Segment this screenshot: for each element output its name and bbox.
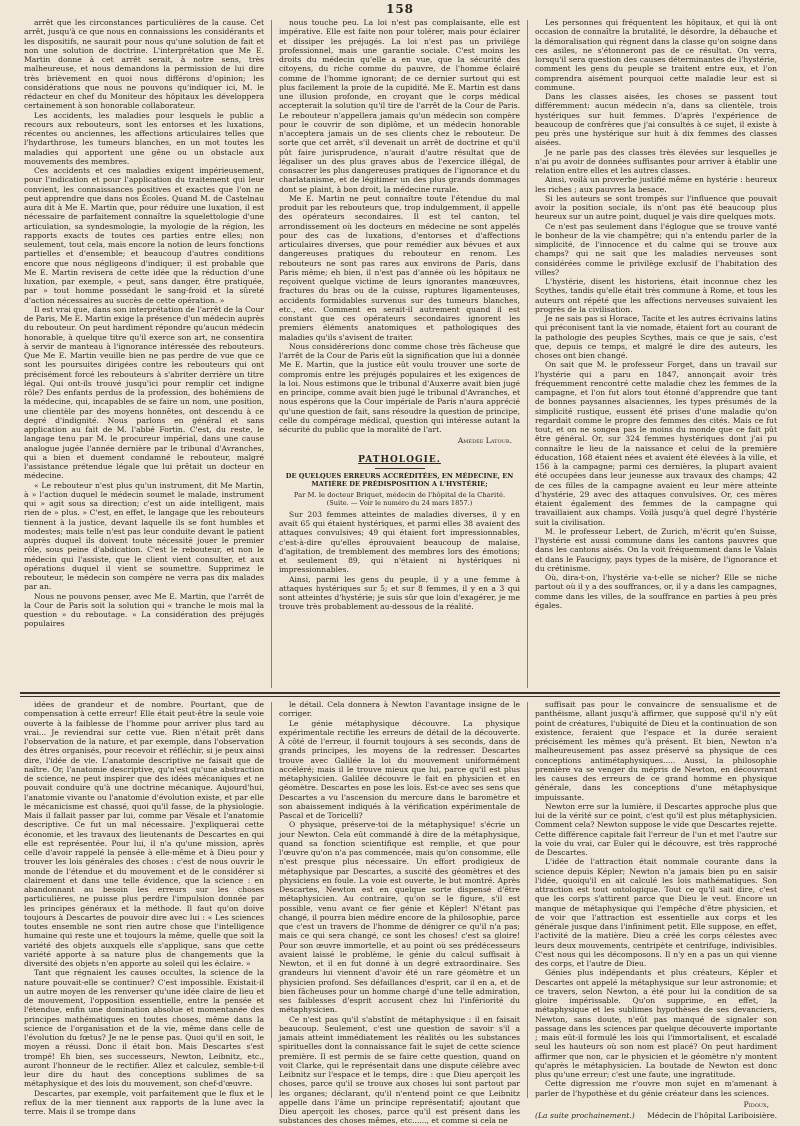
paragraph: Les accidents, les maladies pour lesquels le public a recours aux rebouteurs, sont les entorses et les luxations, récentes ou anciennes, les affections articulaires telles que l'hydarthrose, les tumeurs blanches, en un mot toutes les maladies qui apportent une gêne ou un obstacle aux mouvements des membres.	[24, 110, 264, 166]
lower-column-3	[535, 700, 777, 1120]
paragraph: Ces accidents et ces maladies exigent impérieusement, pour l'indication et pour l'application du traitement qui leur convient, les connaissances positives et exactes que l'on ne peut apprendre que dans nos Écoles. Quand M. de Castelnau aura dit à Me E. Martin que, pour réduire une luxation, il est nécessaire de parfaitement connaître la squelettologie d'une articulation, sa syndesmologie, la myologie de la région, les rapports exacts de toutes ces parties entre elles; non seulement, tout cela, mais encore la notion de leurs fonctions partielles et d'ensemble; et beaucoup d'autres conditions encore que nous négligeons d'indiquer; il est probable que Me E. Martin revisera de cette idée que la réduction d'une luxation, par exemple, « peut, sans danger, être pratiquée, par » tout homme possédant le sang-froid et la sûreté d'action nécessaires au succès de cette opération. »	[24, 166, 264, 305]
paragraph: Tant que régnaient les causes occultes, la science de la nature pouvait-elle se continuer? C'est impossible. Existait-il un autre moyen de les renverser qu'une idée claire de lieu et de mouvement, l'opposition essentielle, entre la pensée et l'étendue, enfin une domination absolue et momentanée des principes mathématiques en toutes choses, même dans la science de l'organisation et de la vie, même dans celle de l'évolution du fœtus? Je ne le pense pas. Quoi qu'il en soit, le moyen a réussi. Donc il était bon. Mais Descartes s'est trompé! Eh bien, ses successeurs, Newton, Leibnitz, etc., auront l'honneur de le rectifier. Allez et calculez, semble-t-il leur dire du haut des conceptions sublimes de sa métaphysique et des lois du mouvement, son chef-d'œuvre.	[24, 968, 264, 1089]
paragraph: arrêt que les circonstances particulières de la cause. Cet arrêt, jusqu'à ce que nous en connaissions les considérants et les dispositifs, ne saurait pour nous qu'une solution de fait et non une solution de doctrine. L'interprétation que Me E. Martin donne à cet arrêt serait, à notre sens, très malheureuse, et nous demandons la permission de lui dire très brièvement en quoi nous différons d'opinion; les considérations que nous ne pouvons qu'indiquer ici, M. le rédacteur en chef du Moniteur des hôpitaux les développera certainement à son honorable collaborateur.	[24, 18, 264, 111]
upper-column-2	[279, 18, 520, 690]
column-divider	[271, 702, 272, 1098]
paragraph: Ce n'est pas qu'il s'abstînt de métaphysique : il en faisait beaucoup. Seulement, c'est une question de savoir s'il a jamais atteint immédiatement les réalités ou les substances spirituelles dont la connaissance fait le sujet de cette science première. Il est permis de se faire cette question, quand on voit Clarke, qui le représentait dans une dispute célèbre avec Leibnitz sur l'espace et le temps, dire : que Dieu aperçoit les choses, parce qu'il se trouve aux choses lui sont partout par les organes; déclarant, qu'il n'entend point ce que Leibnitz appelle dans l'âme un principe représentatif; ajoutant que Dieu aperçoit les choses, parce qu'il est présent dans les substances des choses mêmes, etc......, et comme si cela ne	[279, 1014, 520, 1126]
paragraph: Nous ne pouvons penser, avec Me E. Martin, que l'arrêt de la Cour de Paris soit la solution qui « tranche le mois mal la question » du reboutage. » La considération des préjugés populaires	[24, 591, 264, 629]
paragraph: Newton erre sur la lumière, il Descartes approche plus que lui de la vérité sur ce point, c'est qu'il est plus métaphysicien. Comment cela? Newton suppose le vide que Descartes rejette. Cette différence capitale fait l'erreur de l'un et met l'autre sur la voie du vrai, car Euler qui le découvre, est très rapproché de Descartes.	[535, 801, 777, 857]
paragraph: suffisait pas pour le convaincre de sensualisme et de panthéisme, allant jusqu'à affirmer, que supposé qu'il n'y eût point de créatures, l'ubiquité de Dieu et la continuation de son existence, feraient que l'espace et la durée seraient précisément les mêmes qu'à présent. Et bien, Newton n'a malheureusement pas assez préservé sa physique de ces conceptions antimétaphysiques..... Aussi, la philosophie première va se venger du mépris de Newton, en découvrant les causes des erreurs de ce grand homme en physique générale, dans les conceptions d'une métaphysique impuissante.	[535, 700, 777, 802]
paragraph: Si les auteurs se sont trompés sur l'influence que pouvait avoir la position sociale, ils n'ont pas été beaucoup plus heureux sur un autre point, duquel je vais dire quelques mots.	[535, 193, 777, 222]
column-divider	[527, 20, 528, 688]
paragraph: Je ne parle pas des classes très élevées sur lesquelles je n'ai pu avoir de données suffisantes pour arriver à établir une relation entre elles et les autres classes.	[535, 147, 777, 175]
paragraph: L'idée de l'attraction était nommale courante dans la science depuis Képler; Newton n'a jamais bien pu en saisir l'idée, quoiqu'il en ait calculé les lois mathématiques. Son attraction est tout ontologique. Tout ce qu'il sait dire, c'est que les corps s'attirent parce que Dieu le veut. Encore un manque de métaphysique qui l'empêche d'être physicien, et de voir que l'attraction est essentielle aux corps et les générale jusque dans l'infiniment petit. Elle suppose, en effet, l'activité de la matière. Dieu a créé les corps célestes avec leurs deux mouvements, centripète et centrifuge, indivisibles. C'est nous qui les décomposons. Il n'y en a pas un qui vienne des corps, et l'autre de Dieu.	[535, 857, 777, 968]
column-divider	[527, 702, 528, 1098]
paragraph: Cette digression me r'ouvre mon sujet en m'amenant à parler de l'hypothèse et du génie créateur dans les sciences.	[535, 1079, 777, 1098]
paragraph: Le génie métaphysique découvre. La physique expérimentale rectifie les erreurs de détail de la découverte. À côté de l'erreur, il fournit toujours à ses seconds, dans de grands principes, les moyens de la redresser. Descartes trouve avec Galilée la loi du mouvement uniformément accéléré; mais il le trouve mieux que lui, parce qu'il est plus métaphysicien. Galilée découvre le fait en physicien et en géomètre. Descartes en pose les lois. Est-ce avec ses sens que Descartes a vu l'ascension du mercure dans le baromètre et son abaissement indiqués à la vérification expérimentale de Pascal et de Toricelli?	[279, 718, 520, 820]
paragraph: Les personnes qui fréquentent les hôpitaux, et qui là ont occasion de connaître la brutalité, le désordre, la débauche et la démoralisation qui règnent dans la classe qu'on soigne dans ces asiles, ne s'étonneront pas de ce résultat. On verra, lorsqu'il sera question des causes déterminantes de l'hystérie, comment les gens du peuple se traitent entre eux, et l'on comprendra aisément pourquoi cette maladie leur est si commune.	[535, 18, 777, 92]
author-signature: Pidoux,	[743, 1099, 769, 1109]
section-heading: PATHOLOGIE.	[358, 454, 441, 465]
section-rule	[375, 468, 425, 469]
paragraph: On sait que M. le professeur Forget, dans un travail sur l'hystérie qui a paru en 1847, annonçait avoir très fréquemment rencontré cette maladie chez les femmes de la campagne, et l'on fut alors tout étonné d'apprendre que tant de bonnes paysannes alsaciennes, les types présumés de la simplicité rustique, eussent été prises d'une maladie qu'on regardait comme le propre des femmes des cités. Mais ce fut tout, et on ne songea pas le moins du monde que ce fait pût être général. Or, sur 324 femmes hystériques dont j'ai pu connaître le lieu de la naissance et celui de la première éducation, 168 étaient nées et avaient été élevées à la ville, et 156 à la campagne; parmi ces dernières, la plupart avaient été occupées dans leur jeunesse aux travaux des champs; 42 de ces filles de la campagne avaient eu leur mère atteinte d'hystérie, 29 avec des attaques convulsives. Or, ces mères étaient également des femmes de la campagne qui travaillaient aux champs. Voilà jusqu'à quel degré l'hystérie suit la civilisation.	[535, 360, 777, 527]
paragraph: Où, dira-t-on, l'hystérie va-t-elle se nicher? Elle se niche partout où il y a des souffrances, or, il y a dans les campagnes, comme dans les villes, de la souffrance en parties à peu près égales.	[535, 573, 777, 610]
paragraph: le détail. Cela donnera à Newton l'avantage insigne de le corriger.	[279, 700, 520, 719]
author-affiliation: Médecin de l'hôpital Lariboisière.	[647, 1111, 777, 1120]
paragraph: nous touche peu. La loi n'est pas complaisante, elle est impérative. Elle est faite non pour tolérer, mais pour éclairer et dissiper les préjugés. La loi n'est pas un privilège professionnel, mais une garantie sociale. C'est moins les droits du médecin qu'elle a en vue, que la sécurité des citoyens, du riche comme du pauvre, de l'homme éclairé comme de l'homme ignorant; de ce dernier surtout qui est plus facilement la proie de la cupidité. Me E. Martin est dans une illusion profonde, en croyant que le corps médical accepterait la solution qu'il tire de l'arrêt de la Cour de Paris. Le rebouteur n'appellera jamais qu'un médecin son compère pour le couvrir de son diplôme, et un médecin honorable n'acceptera jamais un de ses clients chez le rebouteur. De sorte que cet arrêt, s'il devenait un arrêt de doctrine et qu'il pût faire jurisprudence, n'aurait d'autre résultat que de légaliser un des plus graves abus de l'exercice illégal, de consacrer les plus dangereuses pratiques de l'ignorance et du charlatanisme, et de légitimer un des plus grands dommages dont se plaint, à bon droit, la médecine rurale.	[279, 18, 520, 194]
paragraph: Il est vrai que, dans son interprétation de l'arrêt de la Cour de Paris, Me E. Martin exige la présence d'un médecin auprès du rebouteur. On peut hardiment répondre qu'aucun médecin honorable, à quelque titre qu'il exerce son art, ne consentira à servir de manteau à l'ignorance intéressée des rebouteurs. Que Me E. Martin veuille bien ne pas perdre de vue que ce sont les poursuites dirigées contre les rebouteurs qui ont précisément forcé les rebouteurs à s'abriter derrière un titre légal. Qui ont-ils trouvé jusqu'ici pour remplir cet indigne rôle? Des enfants perdus de la profession, des bohémiens de la médecine, qui, incapables de se faire un nom, une position, une clientèle par des moyens honnêtes, ont descendu à ce degré d'indignité. Nous parlons en général et sans application au fait de M. l'abbé Fortin. C'est, du reste, le langage tenu par M. le procureur impérial, dans une cause analogue jugée l'année dernière par le tribunal d'Avranches, qui a bien et duement condamné le rebouteur, malgré l'assistance prétendue légale que lui prêtait un docteur en médecine.	[24, 304, 264, 481]
paragraph: Ainsi, voilà un proverbe justifié même en hystérie : heureux les riches ; aux pauvres la besace.	[535, 175, 777, 194]
paragraph: Nous considérerions donc comme chose très fâcheuse que l'arrêt de la Cour de Paris eût la signification que lui a donnée Me E. Martin, que la justice eût voulu trouver une sorte de compromis entre les préjugés populaires et les exigences de la loi. Nous estimons que le tribunal d'Auxerre avait bien jugé en principe, comme avait bien jugé le tribunal d'Avranches, et nous espérons que la Cour impériale de Paris n'aura apprécié qu'une question de fait, sans résoudre la question de principe, celle du compérage médical, question qui intéresse autant la sécurité du public que la moralité de l'art.	[279, 341, 520, 434]
paragraph: Me E. Martin ne peut connaître toute l'étendue du mal produit par les rebouteurs que, trop indulgemment, il appelle des opérateurs secondaires. Il est tel canton, tel arrondissement où les docteurs en médecine ne sont appelés pour des cas de luxations, d'entorses et d'affections articulaires diverses, que pour remédier aux bévues et aux dangereuses pratiques du rebouteur en renom. Les rebouteurs ne sont pas rares aux environs de Paris, dans Paris même; eh bien, il n'est pas d'année où les hôpitaux ne reçoivent quelque victime de leurs ignorantes manœuvres, fractures du bras ou de la cuisse, ruptures ligamenteuses, accidents formidables survenus sur des tumeurs blanches, etc., etc. Comment en serait-il autrement quand il est constant que ces opérateurs secondaires ignorent les premiers éléments anatomiques et pathologiques des maladies qu'ils s'avisent de traiter.	[279, 193, 520, 342]
paragraph: Sur 203 femmes atteintes de maladies diverses, il y en avait 65 qui étaient hystériques, et parmi elles 38 avaient des attaques convulsives; 49 qui étaient fort impressionnables, c'est-à-dire qu'elles éprouvaient beaucoup de malaise, d'agitation, de tremblement des membres lors des émotions; et seulement 89, qui n'étaient ni hystériques ni impressionnables.	[279, 509, 520, 575]
column-divider	[271, 20, 272, 688]
paragraph: Je ne sais pas si Horace, Tacite et les autres écrivains latins qui préconisent tant la vie nomade, étaient fort au courant de la pathologie des peuples Scythes, mais ce que je sais, c'est que, depuis ce temps, et malgré le dire des auteurs, les choses ont bien changé.	[535, 314, 777, 360]
paragraph: Ainsi, parmi les gens du peuple, il y a une femme à attaques hystériques sur 5; et sur 8 femmes, il y en a 3 qui sont atteintes d'hystérie; je suis sûr que loin d'exagérer, je me trouve très probablement au-dessous de la réalité.	[279, 574, 520, 612]
article-source: (Suite. — Voir le numéro du 24 mars 1857.)	[326, 499, 473, 508]
continuation-row	[535, 1111, 777, 1120]
paragraph: M. le professeur Lebert, de Zurich, m'écrit qu'en Suisse, l'hystérie est aussi commune dans les cantons pauvres que dans les cantons aisés. On la voit fréquemment dans le Valais et dans le Faucigny, pays types de la misère, de l'ignorance et du crétinisme.	[535, 526, 777, 573]
paragraph: Ce n'est pas seulement dans l'églogue que se trouve vanté le bonheur de la vie champêtre; qui n'a entendu parler de la simplicité, de l'innocence et du calme qui se trouve aux champs? qui ne sait que les maladies nerveuses sont considérées comme le privilège exclusif de l'habitation des villes?	[535, 221, 777, 277]
continuation-note: (La suite prochainement.)	[535, 1111, 635, 1120]
article-author: Par M. le docteur Briquet, médecin de l'hôpital de la Charité.	[293, 490, 506, 499]
paragraph: Génies plus indépendants et plus créateurs, Képler et Descartes ont appelé la métaphysique sur leur astronomie; et ce travers, selon Newton, a été pour lui la condition de sa gloire impérissable. Qu'on supprime, en effet, la métaphysique et les sublimes hypothèses de ses devanciers, Newton, sans doute, n'eût pas manqué de signaler son passage dans les sciences par quelque découverte importante ; mais eût-il formulé les lois qui l'immortalisent, et escaladé seul les hauteurs où son nom est placé? On peut hardiment affirmer que non, car le physicien et le géomètre n'y montent qu'après le métaphysicien. La boutade de Newton est donc plus qu'une erreur; c'est une faute, une ingratitude.	[535, 968, 777, 1079]
paragraph: Dans les classes aisées, les choses se passent tout différemment: aucun médecin n'a, dans sa clientèle, trois hystériques sur huit femmes. D'après l'expérience de beaucoup de confrères que j'ai consultés à ce sujet, il existe à peu près une hystérique sur huit à dix femmes des classes aisées.	[535, 92, 777, 148]
paragraph: O physique, préserve-toi de la métaphysique! s'écrie un jour Newton. Cela eût commandé à dire de la métaphysique, quand sa fonction scientifique est remplie, et que pour l'œuvre qu'on n'a pas commencée, mais qu'on consomme, elle n'est presque plus nécessaire. Un effort prodigieux de métaphysique par Descartes, a suscité des géomètres et des physiciens en foule. La voie est ouverte, le but montré. Après Descartes, Newton est en quelque sorte dispensé d'être métaphysicien. Au contraire, qu'on se le figure, s'il est possible, venu avant ce fier génie et Képler! N'étant pas changé, il pourra bien médire encore de la philosophie, parce que c'est un travers de l'homme de dénigrer ce qu'il n'a pas; mais ce qui sera changé, ce sont les choses! c'est sa gloire! Pour son œuvre immortelle, et au point où ses prédécesseurs avaient laissé le problème, le génie du calcul suffisait à Newton, et il en fut donné à un degré extraordinaire. Ses grandeurs lui viennent d'avoir été un rare géomètre et un physicien profond. Ses défaillances d'esprit, car il en a, et de bien fâcheuses pour un homme chargé d'une telle admiration, ses faiblesses d'esprit accusent chez lui l'infériorité du métaphysicien.	[279, 820, 520, 1015]
upper-column-3	[535, 18, 777, 690]
paragraph: L'hystérie, disent les historiens, était inconnue chez les Scythes, tandis qu'elle était très commune à Rome, et tous les auteurs ont répété que les affections nerveuses suivaient les progrès de la civilisation.	[535, 277, 777, 314]
paragraph: Descartes, par exemple, voit parfaitement que le flux et le reflux de la mer tiennent aux rapports de la lune avec la terre. Mais il se trompe dans	[24, 1088, 264, 1116]
page-number: 158	[385, 2, 415, 16]
paragraph: idées de grandeur et de nombre. Pourtant, que de compensation à cette erreur! Elle était peut-être la seule voie ouverte à la faiblesse de l'homme pour arriver plus tard au vrai... Je reviendrai sur cette vue. Rien n'était prêt dans l'observation de la nature, et par exemple, dans l'observation des êtres organisés, pour recevoir et réfléchir, si je peux ainsi dire, l'idée de vie. L'anatomie descriptive ne faisait que de naître. Or, l'anatomie descriptive, qu'n'est qu'une abstraction de science, ne peut inspirer que des idées mécaniques et ne pouvait conduire qu'à une doctrine mécanique. Aujourd'hui, l'anatomie vivante ou l'anatomie d'évolution existe, et par elle le mécanicisme est chassé, quoi qu'il fasse, de la physiologie. Mais il fallait passer par lui, comme par Vésale et l'anatomie descriptive. Ce fut un mal nécessaire. J'expliquerai cette économie, et les travaux des lieutenants de Descartes en qui elle est représentée. Pour lui, il n'a qu'une mission, après celle d'avoir rappelé la pensée à elle-même et à Dieu pour y trouver les lois générales des choses : c'est de nous ouvrir le monde de l'étendue et du mouvement et de le considérer si clairement et dans une telle évidence, que la science : en abandonnant au besoin les erreurs sur les choses particulières, ne puisse plus perdre l'impulsion donnée par les principes généraux et la méthode. Il faut qu'on doive toujours à Descartes de pouvoir dire avec lui : « Les sciences toutes ensemble ne sont rien autre chose que l'intelligence humaine qui reste une et toujours la même, quelle que soit la variété des objets auxquels elle s'applique, sans que cette variété apporte à sa nature plus de changements que la diversité des objets n'en apporte au soleil qui les éclaire. »	[24, 700, 264, 968]
lower-column-2	[279, 700, 520, 1126]
paragraph: « Le rebouteur n'est plus qu'un instrument, dit Me Martin, à » l'action duquel le médecin soumet le malade, instrument qui » agit sous sa direction; c'est un aide intelligent, mais rien de » plus. » C'est, en effet, le langage que les rebouteurs tiennent à la justice, devant laquelle ils se font humbles et modestes; mais telle n'est pas leur conduite devant le patient auprès duquel ils doivent toute nécessité jouer le premier rôle, sous peine d'abdication. C'est le rebouteur, et non le médecin qui l'assiste, que le client vient consulter, et aux opérations duquel il vient se soumettre. Supprimez le rebouteur, le médecin son compère ne verra pas dix malades par an.	[24, 480, 264, 592]
feuilleton-rule	[20, 692, 780, 694]
feuilleton-rule	[20, 696, 780, 697]
lower-column-1	[24, 700, 264, 1116]
upper-column-1	[24, 18, 264, 690]
article-signature: Amédée Latour.	[457, 436, 512, 446]
article-title: DE QUELQUES ERREURS ACCRÉDITÉES, EN MÉDECINE, EN MATIÈRE DE PRÉDISPOSITION A L'HYSTÉRIE;	[285, 471, 514, 489]
